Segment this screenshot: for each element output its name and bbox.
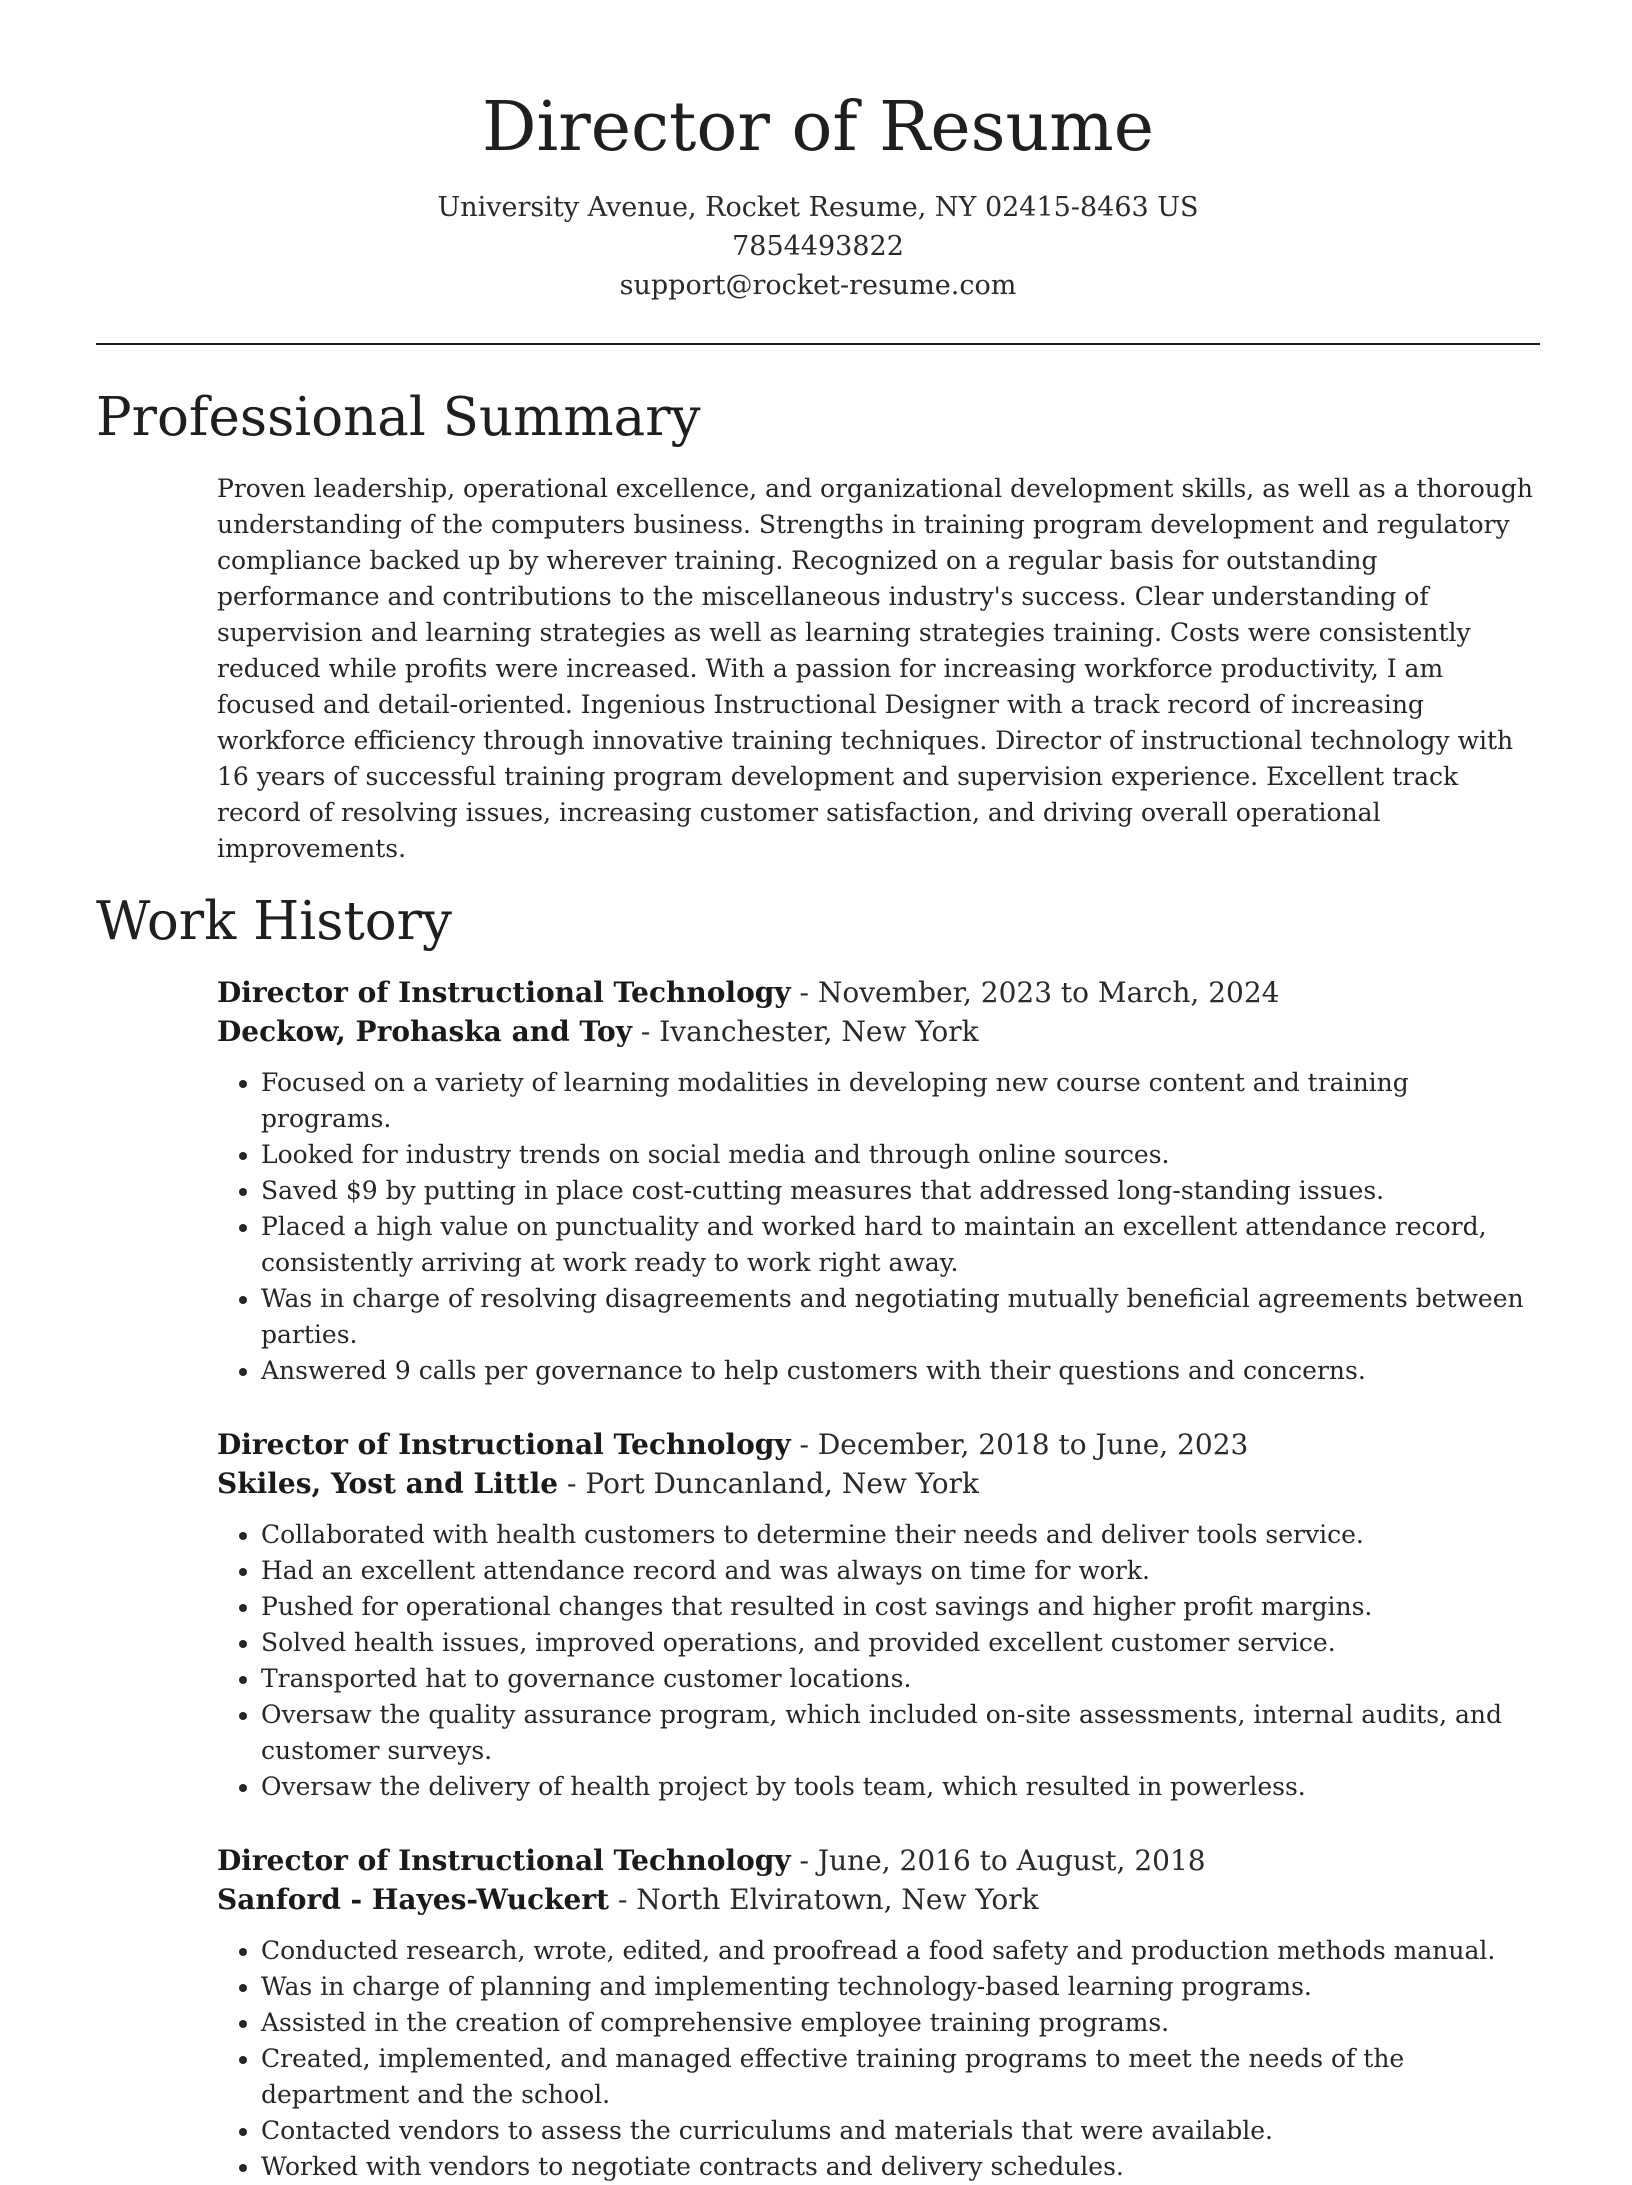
job-company: Sanford - Hayes-Wuckert — [217, 1883, 610, 1916]
job-bullet: • Assisted in the creation of comprehensive employee training programs. — [261, 2005, 1540, 2041]
job-entry — [217, 1841, 1540, 2185]
job-dates: - December, 2018 to June, 2023 — [790, 1428, 1249, 1461]
job-bullet: • Oversaw the delivery of health project by tools team, which resulted in powerless. — [261, 1769, 1540, 1805]
job-company-line — [217, 1464, 1540, 1503]
job-bullet: • Was in charge of resolving disagreements and negotiating mutually beneficial agreements between parties. — [261, 1281, 1540, 1353]
job-bullet: • Oversaw the quality assurance program, which included on-site assessments, internal audits, and customer surveys. — [261, 1697, 1540, 1769]
contact-email: support@rocket-resume.com — [619, 270, 1017, 301]
resume-page — [96, 0, 1540, 2185]
job-role: Director of Instructional Technology — [217, 1428, 791, 1461]
job-bullet: • Created, implemented, and managed effective training programs to meet the needs of the department and the school. — [261, 2041, 1540, 2113]
contact-address: University Avenue, Rocket Resume, NY 02415-8463 US — [437, 192, 1199, 223]
resume-header — [96, 0, 1540, 305]
job-dates: - June, 2016 to August, 2018 — [790, 1844, 1206, 1877]
job-bullet: • Looked for industry trends on social media and through online sources. — [261, 1137, 1540, 1173]
job-bullet: • Pushed for operational changes that resulted in cost savings and higher profit margins. — [261, 1589, 1540, 1625]
job-title-line — [217, 1425, 1540, 1464]
job-bullet: • Collaborated with health customers to determine their needs and deliver tools service. — [261, 1517, 1540, 1553]
job-company: Skiles, Yost and Little — [217, 1467, 559, 1500]
job-entry — [217, 973, 1540, 1389]
job-company-line — [217, 1880, 1540, 1919]
job-location: - North Elviratown, New York — [609, 1883, 1039, 1916]
job-bullet: • Transported hat to governance customer locations. — [261, 1661, 1540, 1697]
job-dates: - November, 2023 to March, 2024 — [790, 976, 1280, 1009]
job-title-line — [217, 1841, 1540, 1880]
work-history-list — [217, 973, 1540, 2185]
job-role: Director of Instructional Technology — [217, 976, 791, 1009]
job-company-line — [217, 1012, 1540, 1051]
job-bullet: • Placed a high value on punctuality and worked hard to maintain an excellent attendance record, consistently arriving at work ready to work right away. — [261, 1209, 1540, 1281]
job-entry — [217, 1425, 1540, 1805]
job-title-line — [217, 973, 1540, 1012]
resume-name: Director of Resume — [481, 88, 1155, 167]
job-bullet: • Saved $9 by putting in place cost-cutting measures that addressed long-standing issues. — [261, 1173, 1540, 1209]
job-bullet: • Solved health issues, improved operations, and provided excellent customer service. — [261, 1625, 1540, 1661]
contact-block — [96, 188, 1540, 305]
summary-text: Proven leadership, operational excellence, and organizational development skills, as well as a thorough understanding of the computers business. Strengths in training program development and regulatory compliance backed up by wherever training. Recognized on a regular basis for outstanding performance and contributions to the miscellaneous industry's success. Clear understanding of supervision and learning strategies as well as learning strategies training. Costs were consistently reduced while profits were increased. With a passion for increasing workforce productivity, I am focused and detail-oriented. Ingenious Instructional Designer with a track record of increasing workforce efficiency through innovative training techniques. Director of instructional technology with 16 years of successful training program development and supervision experience. Excellent track record of resolving issues, increasing customer satisfaction, and driving overall operational improvements. — [217, 474, 1533, 863]
job-bullet: • Conducted research, wrote, edited, and proofread a food safety and production methods manual. — [261, 1933, 1540, 1969]
work-history-heading: Work History — [96, 891, 452, 952]
job-bullet: • Worked with vendors to negotiate contracts and delivery schedules. — [261, 2149, 1540, 2185]
contact-phone: 7854493822 — [732, 231, 904, 262]
job-bullets — [217, 1933, 1540, 2185]
job-bullet: • Had an excellent attendance record and was always on time for work. — [261, 1553, 1540, 1589]
job-company: Deckow, Prohaska and Toy — [217, 1015, 632, 1048]
job-role: Director of Instructional Technology — [217, 1844, 791, 1877]
job-bullets — [217, 1517, 1540, 1805]
job-bullets — [217, 1065, 1540, 1389]
job-bullet: • Was in charge of planning and implementing technology-based learning programs. — [261, 1969, 1540, 2005]
job-bullet: • Answered 9 calls per governance to help customers with their questions and concerns. — [261, 1353, 1540, 1389]
job-bullet: • Focused on a variety of learning modalities in developing new course content and training programs. — [261, 1065, 1540, 1137]
summary-heading: Professional Summary — [96, 387, 701, 448]
job-location: - Port Duncanland, New York — [558, 1467, 980, 1500]
job-location: - Ivanchester, New York — [631, 1015, 979, 1048]
header-divider — [96, 343, 1540, 345]
job-bullet: • Contacted vendors to assess the curriculums and materials that were available. — [261, 2113, 1540, 2149]
